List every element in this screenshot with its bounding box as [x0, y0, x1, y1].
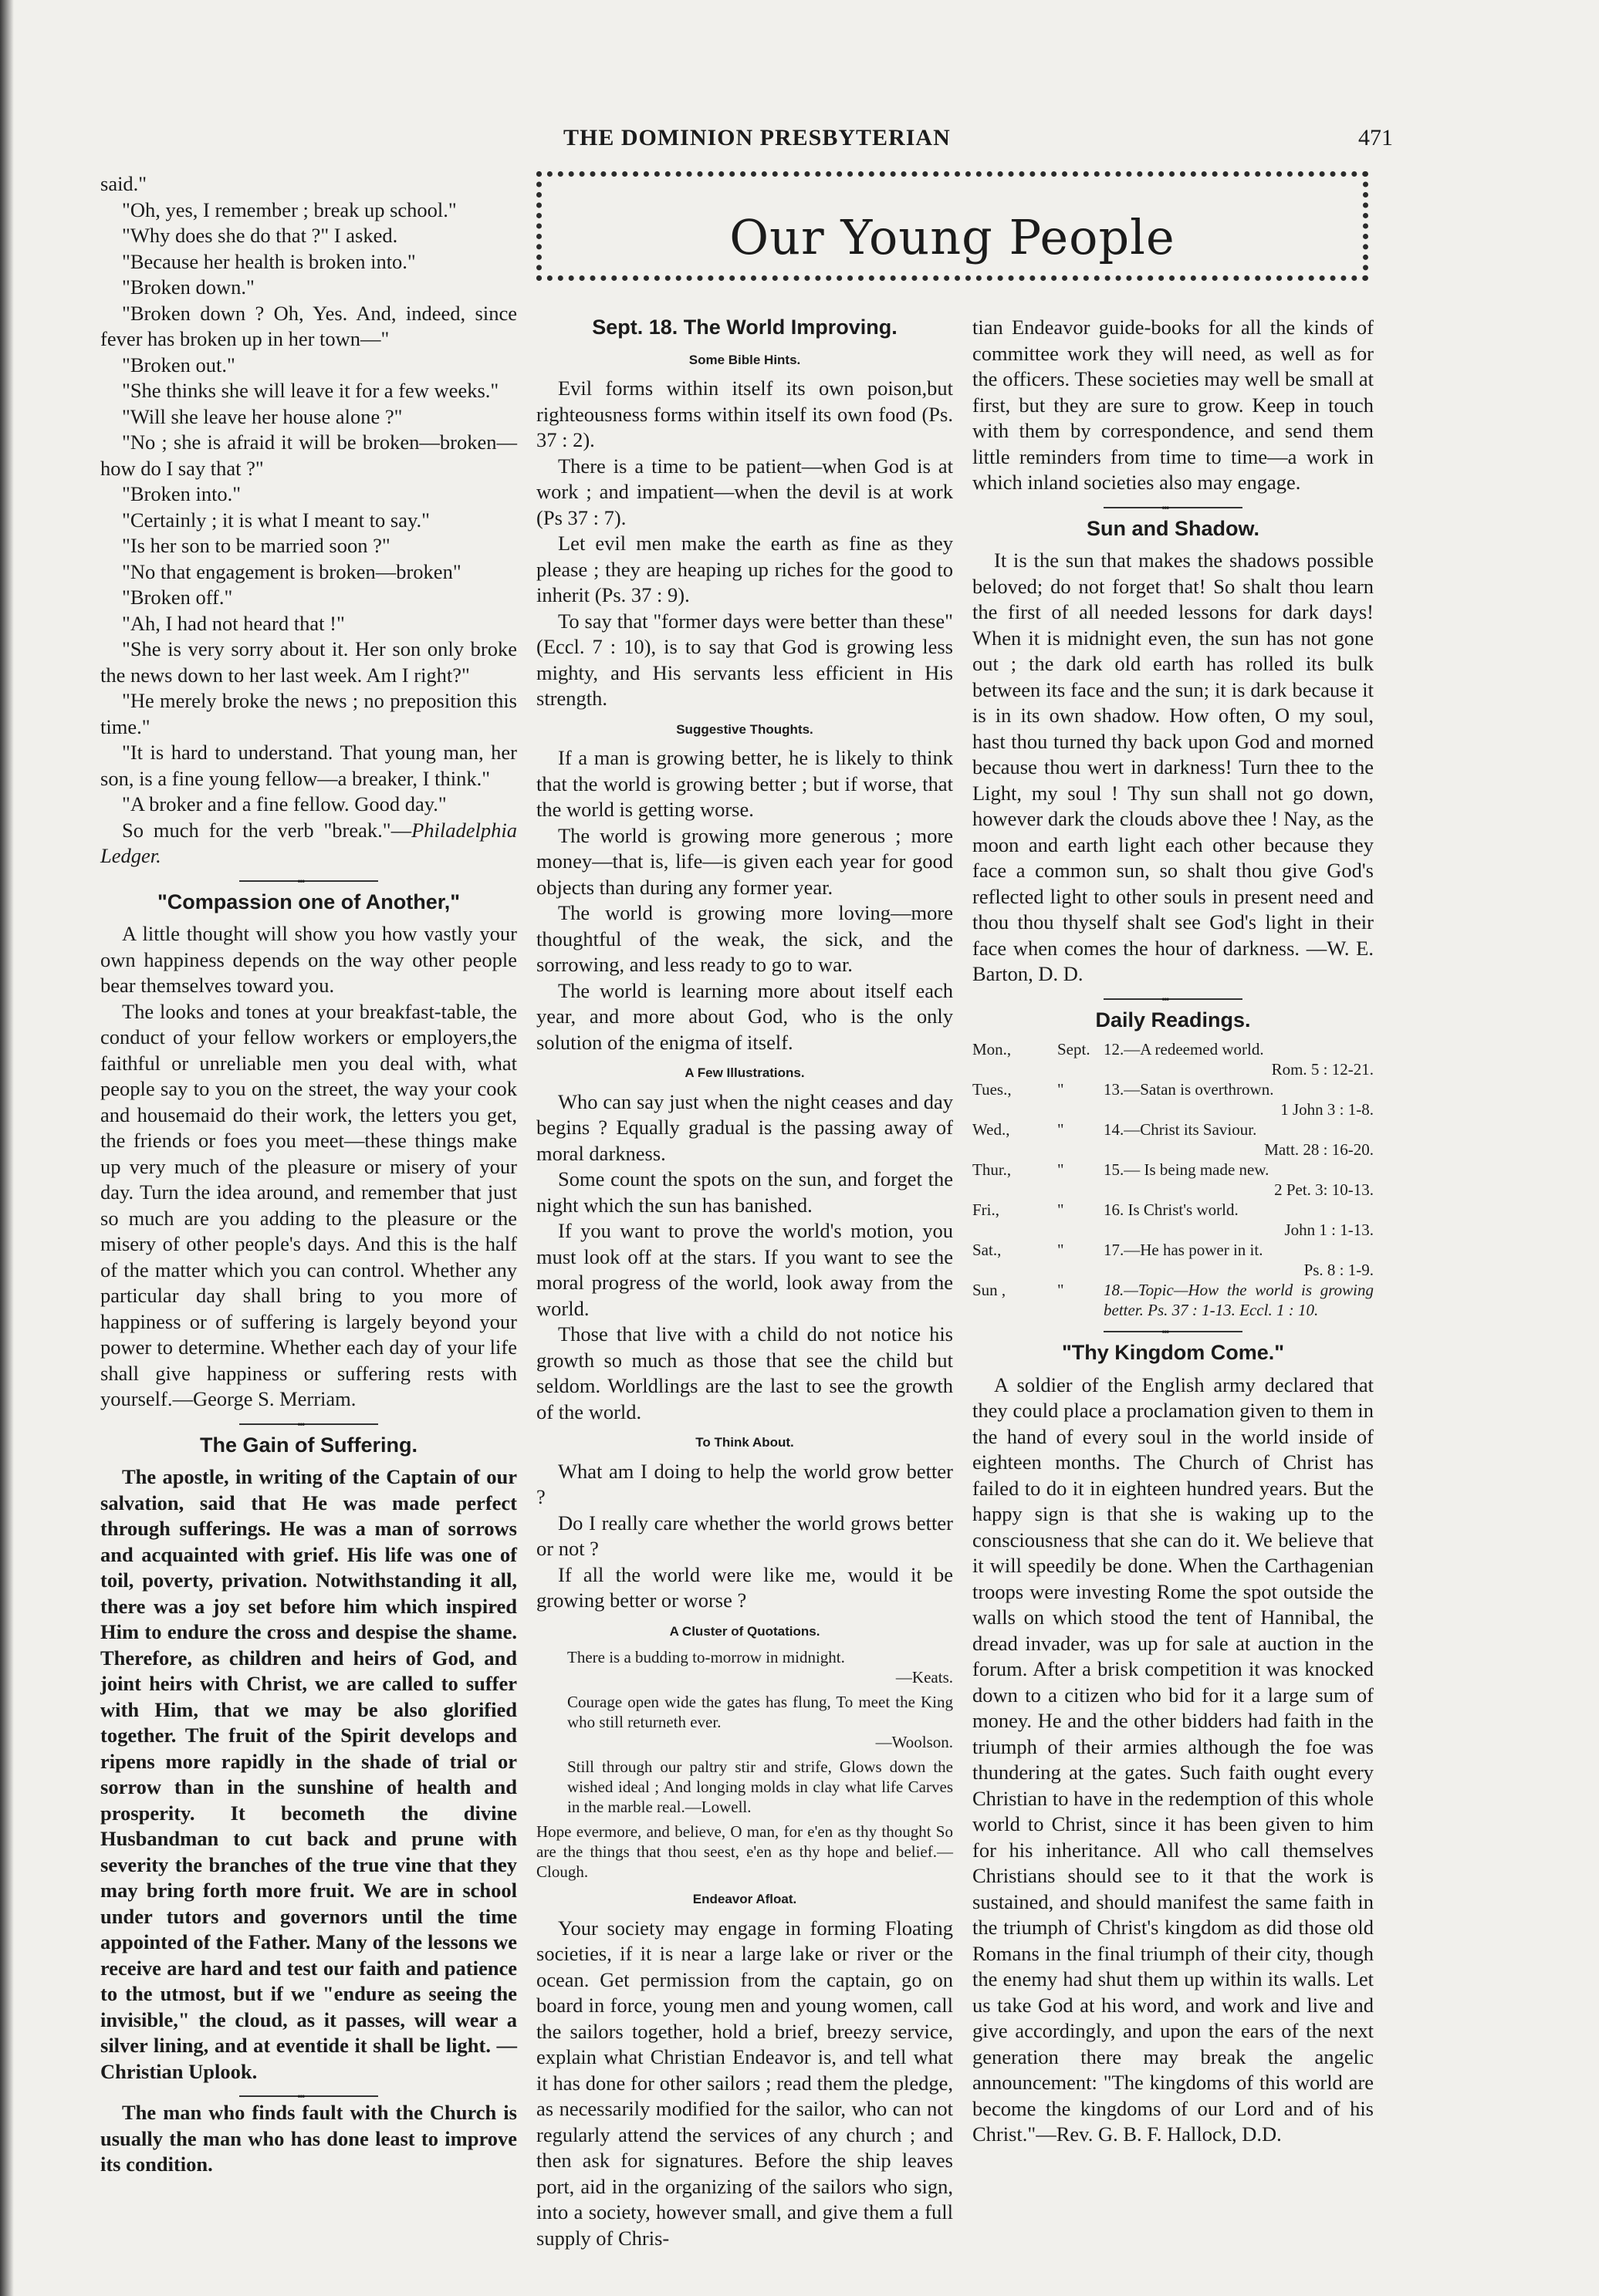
reading-day: Wed.,	[972, 1120, 1010, 1139]
thought-paragraph: If a man is growing better, he is likely to think that the world is growing better ; but if worse, that the world is getting worse.	[536, 746, 953, 821]
quotation	[567, 1647, 953, 1687]
thought-paragraph: The world is growing more generous ; more money—that is, life—is given each year for good objects than during any former year.	[536, 823, 953, 899]
compassion-paragraph: The looks and tones at your breakfast-table, the conduct of your fellow workers or employers,the faithful or unreliable men you deal with, what people say to you on the street, the way your cook and housemaid do their work, the letters you get, the friends or foes you meet—these things make up very much of the pleasure or misery of your day. Turn the idea around, and remember that just so much are you adding to the pleasure or the misery of other people's days. And this is the half of the matter which you can control. Whether any particular day shall bring to you more of happiness or of suffering is largely beyond your power to determine. Whether each day of your life shall give happiness or suffering rests with yourself.—George S. Merriam.	[100, 999, 517, 1410]
quotation	[567, 1692, 953, 1752]
hint-paragraph: To say that "former days were better than these" (Eccl. 7 : 10), is to say that God is growing less mighty, and His servants less efficient in His strength.	[536, 609, 953, 710]
quotation-text: Still through our paltry stir and strife, Glows down the wished ideal ; And longing molds in clay what life Carves in the marble real.—Lowell.	[567, 1757, 953, 1816]
section-divider	[1104, 998, 1242, 1000]
running-head	[540, 125, 1393, 159]
illustration-paragraph: Those that live with a child do not notice his growth so much as those that see the child but seldom. Worldlings are the last to see the growth of the world.	[536, 1322, 953, 1423]
quotation	[536, 1822, 953, 1882]
afloat-continued: tian Endeavor guide-books for all the kinds of committee work they will need, as well as for the officers. These societies may well be small at first, but they are sure to grow. Keep in touch with them by correspondence, and send them little reminders from time to time—a work in which inland societies also may engage.	[972, 316, 1374, 494]
reading-month: "	[1057, 1080, 1064, 1099]
section-divider	[239, 880, 378, 882]
thought-paragraph: The world is learning more about itself each year, and more about God, who is the only solution of the enigma of itself.	[536, 978, 953, 1054]
quotations-title: A Cluster of Quotations.	[669, 1623, 820, 1639]
suffering-paragraph: The apostle, in writing of the Captain of our salvation, said that He was made perfect through sufferings. He was a man of sorrows and acquainted with grief. His life was one of toil, poverty, privation. Notwithstanding it all, there was a joy set before him which inspired Him to endure the cross and despise the shame. Therefore, as children and heirs of God, and joint heirs with Christ, we are called to suffer with Him, that we may be also glorified together. The fruit of the Spirit develops and ripens more rapidly in the shade of trial or sorrow than in the sunshine of health and prosperity. It becometh the divine Husbandman to cut back and prune with severity the branches of the true vine that they may bring forth more fruit. We are in school under tutors and governors until the time appointed of the Father. Many of the lessons we receive are hard and test our faith and patience to the utmost, but if we "endure as seeing the invisible," the cloud, as it passes, will wear a silver lining, and at eventide it shall be light. —Christian Uplook.	[100, 1465, 517, 2083]
reading-day: Fri.,	[972, 1200, 1000, 1219]
dialogue-line: "She is very sorry about it. Her son only broke the news down to her last week. Am I right?"	[100, 637, 517, 687]
column-middle	[536, 315, 953, 2251]
reading-month: "	[1057, 1281, 1064, 1299]
reading-month: "	[1057, 1241, 1064, 1259]
dialogue-line: "It is hard to understand. That young man, her son, is a fine young fellow—a breaker, I think."	[100, 741, 517, 790]
reading-reference: 2 Pet. 3: 10-13.	[1274, 1180, 1374, 1199]
reading-day: Sat.,	[972, 1241, 1002, 1259]
illustration-paragraph: If you want to prove the world's motion, you must look off at the stars. If you want to see the moral progress of the world, look away from the world.	[536, 1219, 953, 1320]
dialogue-line: "Certainly ; it is what I meant to say."	[122, 508, 430, 532]
think-question: If all the world were like me, would it be growing better or worse ?	[536, 1562, 953, 1612]
closing-note: The man who finds fault with the Church is usually the man who has done least to improve its condition.	[100, 2101, 517, 2176]
afloat-paragraph: Your society may engage in forming Floating societies, if it is near a large lake or river or the ocean. Get permission from the captain, go on board in force, young men and young women, call the sailors together, hold a brief, breezy service, explain what Christian Endeavor is, and tell what it has done for other sailors ; read them the pledge, as necessarily modified for the sailor, who can not regularly attend the services of any church ; and then ask for signatures. Before the ship leaves port, aid in the organizing of the sailors who sign, into a society, however small, and give them a full supply of Chris-	[536, 1916, 953, 2250]
reading-day: Mon.,	[972, 1040, 1012, 1059]
reading-text: 13.—Satan is overthrown.	[1104, 1080, 1274, 1099]
reading-text: 14.—Christ its Saviour.	[1104, 1120, 1257, 1139]
section-divider	[1104, 1331, 1242, 1332]
reading-day: Tues.,	[972, 1080, 1012, 1099]
dialogue-line: "Oh, yes, I remember ; break up school."	[122, 198, 457, 221]
page-edge-shadow	[0, 0, 14, 2296]
kingdom-title: "Thy Kingdom Come."	[1061, 1341, 1285, 1364]
quotation-text: Courage open wide the gates has flung, To meet the King who still returneth ever.	[567, 1693, 953, 1731]
page-number: 471	[1358, 125, 1393, 150]
illustration-paragraph: Some count the spots on the sun, and forget the night which the sun has banished.	[536, 1167, 953, 1217]
dialogue-line: "He merely broke the news ; no preposition this time."	[100, 689, 517, 738]
closing-text: So much for the verb "break."—	[122, 818, 412, 842]
dialogue-line: "Broken off."	[122, 586, 233, 609]
banner-title: Our Young People	[729, 209, 1175, 265]
reading-reference: John 1 : 1-13.	[1284, 1221, 1374, 1239]
reading-month: "	[1057, 1160, 1064, 1179]
closing-source: Philadelphia Ledger.	[100, 818, 517, 867]
reading-entry	[972, 1280, 1374, 1320]
reading-reference: Rom. 5 : 12-21.	[1271, 1060, 1374, 1079]
think-question: What am I doing to help the world grow better ?	[536, 1459, 953, 1508]
reading-text: 12.—A redeemed world.	[1104, 1040, 1264, 1059]
think-question: Do I really care whether the world grows better or not ?	[536, 1511, 953, 1560]
suffering-title: The Gain of Suffering.	[200, 1433, 417, 1457]
illustrations-title: A Few Illustrations.	[685, 1065, 805, 1080]
quotation-attribution: —Keats.	[895, 1668, 953, 1687]
dialogue-line: "Broken down."	[122, 275, 255, 299]
reading-entry	[972, 1160, 1374, 1200]
section-divider	[1104, 507, 1242, 508]
reading-reference: 1 John 3 : 1-8.	[1280, 1100, 1374, 1119]
dialogue-line: "No ; she is afraid it will be broken—broken—how do I say that ?"	[100, 430, 517, 480]
sun-paragraph: It is the sun that makes the shadows possible beloved; do not forget that! So shalt thou learn the first of all needed lessons for dark days! When it is midnight even, the sun has not gone out ; the dark old earth has rolled its bulk between its face and the sun; it is dark because it is in its own shadow. How often, O my soul, hast thou turned thy back upon God and morned because thou wert in darkness! Turn thee to the Light, my soul ! Thy sun shall not go down, however dark the clouds above thee ! Nay, as the moon and earth light each other because they face a common sun, so shalt thou give God's reflected light to other souls in present need and thou thou thyself shalt see God's light in their face when comes the hour of darkness. —W. E. Barton, D. D.	[972, 549, 1374, 985]
reading-entry	[972, 1079, 1374, 1119]
section-divider	[239, 1423, 378, 1425]
thoughts-title: Suggestive Thoughts.	[676, 721, 813, 737]
dialogue-line: "Because her health is broken into."	[122, 249, 416, 273]
readings-title: Daily Readings.	[1095, 1008, 1251, 1032]
quotation-attribution: —Woolson.	[875, 1733, 953, 1751]
quotation	[567, 1757, 953, 1817]
reading-entry	[972, 1200, 1374, 1240]
compassion-paragraph: A little thought will show you how vastly your own happiness depends on the way other people bear themselves toward you.	[100, 922, 517, 997]
reading-day: Sun ,	[972, 1281, 1006, 1299]
section-divider	[239, 2095, 378, 2097]
reading-month: "	[1057, 1120, 1064, 1139]
thought-paragraph: The world is growing more loving—more thoughtful of the weak, the sick, and the sorrowing, and less ready to go to war.	[536, 901, 953, 976]
dialogue-line: "Broken out."	[122, 353, 235, 376]
reading-reference: Ps. 8 : 1-9.	[1303, 1261, 1374, 1279]
think-title: To Think About.	[695, 1435, 794, 1450]
quotation-text: Hope evermore, and believe, O man, for e'en as thy thought So are the things that thou seest, e'en as thy hope and belief.—Clough.	[536, 1822, 953, 1881]
afloat-title: Endeavor Afloat.	[692, 1892, 797, 1906]
lesson-title: Sept. 18. The World Improving.	[592, 316, 898, 339]
dialogue-line: "Is her son to be married soon ?"	[122, 534, 390, 557]
dialogue-line: "She thinks she will leave it for a few weeks."	[122, 379, 499, 402]
reading-text: 18.—Topic—How the world is growing better. Ps. 37 : 1-13. Eccl. 1 : 10.	[1104, 1281, 1374, 1319]
dialogue-line: "Broken into."	[122, 482, 242, 505]
hint-paragraph: Evil forms within itself its own poison,but righteousness forms within itself its own food (Ps. 37 : 2).	[536, 376, 953, 451]
reading-month: "	[1057, 1200, 1064, 1219]
reading-text: 17.—He has power in it.	[1104, 1241, 1263, 1259]
hints-title: Some Bible Hints.	[688, 352, 801, 367]
column-right	[972, 315, 1374, 2148]
sun-title: Sun and Shadow.	[1086, 516, 1259, 540]
reading-entry	[972, 1240, 1374, 1280]
dialogue-line: "Broken down ? Oh, Yes. And, indeed, since fever has broken up in her town—"	[100, 301, 517, 350]
quotation-text: There is a budding to-morrow in midnight.	[567, 1648, 845, 1666]
reading-text: 16. Is Christ's world.	[1104, 1200, 1239, 1219]
dialogue-line: said."	[100, 172, 147, 195]
reading-month: Sept.	[1057, 1040, 1090, 1059]
reading-day: Thur.,	[972, 1160, 1012, 1179]
reading-text: 15.— Is being made new.	[1104, 1160, 1269, 1179]
daily-readings	[972, 1039, 1374, 1320]
reading-entry	[972, 1119, 1374, 1160]
illustration-paragraph: Who can say just when the night ceases and day begins ? Equally gradual is the passing away of moral darkness.	[536, 1089, 953, 1165]
reading-entry	[972, 1039, 1374, 1079]
dialogue-line: "Ah, I had not heard that !"	[122, 611, 345, 635]
section-banner	[536, 171, 1368, 281]
dialogue-line: "Will she leave her house alone ?"	[122, 404, 403, 428]
compassion-title: "Compassion one of Another,"	[157, 890, 461, 913]
reading-reference: Matt. 28 : 16-20.	[1264, 1140, 1374, 1159]
dialogue-line: "A broker and a fine fellow. Good day."	[122, 792, 447, 815]
running-title: THE DOMINION PRESBYTERIAN	[563, 125, 951, 150]
dialogue-line: "Why does she do that ?" I asked.	[122, 224, 398, 247]
kingdom-paragraph: A soldier of the English army declared that they could place a proclamation given to them in the hand of every soul in the world inside of eighteen months. The Church of Christ has failed to do it in eighteen hundred years. But the happy sign is that she is waking up to the consciousness that she can do it. We believe that it will speedily be done. When the Carthagenian troops were investing Rome the spot outside the walls on which stood the tent of Hannibal, the dread invader, was up for sale at auction in the forum. After a brisk competition it was knocked down to a citizen who bid for it a large sum of money. He and the other bidders had faith in the triumph of their armies although the foe was thundering at the gates. Such faith ought every Christian to have in the redemption of this whole world to Christ, since it has been given to him for his inheritance. All who call themselves Christians should see to it that the work is sustained, and should manifest the same faith in the triumph of Christ's kingdom as did those old Romans in the final triumph of their city, though the enemy had shut them up within its walls. Let us take God at his word, and work and live and give accordingly, and upon the ears of the next generation there may break the angelic announcement: "The kingdoms of this world are become the kingdoms of our Lord and of his Christ."—Rev. G. B. F. Hallock, D.D.	[972, 1373, 1374, 2146]
column-left	[100, 171, 517, 2178]
hint-paragraph: There is a time to be patient—when God is at work ; and impatient—when the devil is at work (Ps 37 : 7).	[536, 454, 953, 529]
dialogue-line: "No that engagement is broken—broken"	[122, 559, 461, 583]
hint-paragraph: Let evil men make the earth as fine as they please ; they are heaping up riches for the good to inherit (Ps. 37 : 9).	[536, 532, 953, 606]
closing-line	[100, 818, 517, 869]
